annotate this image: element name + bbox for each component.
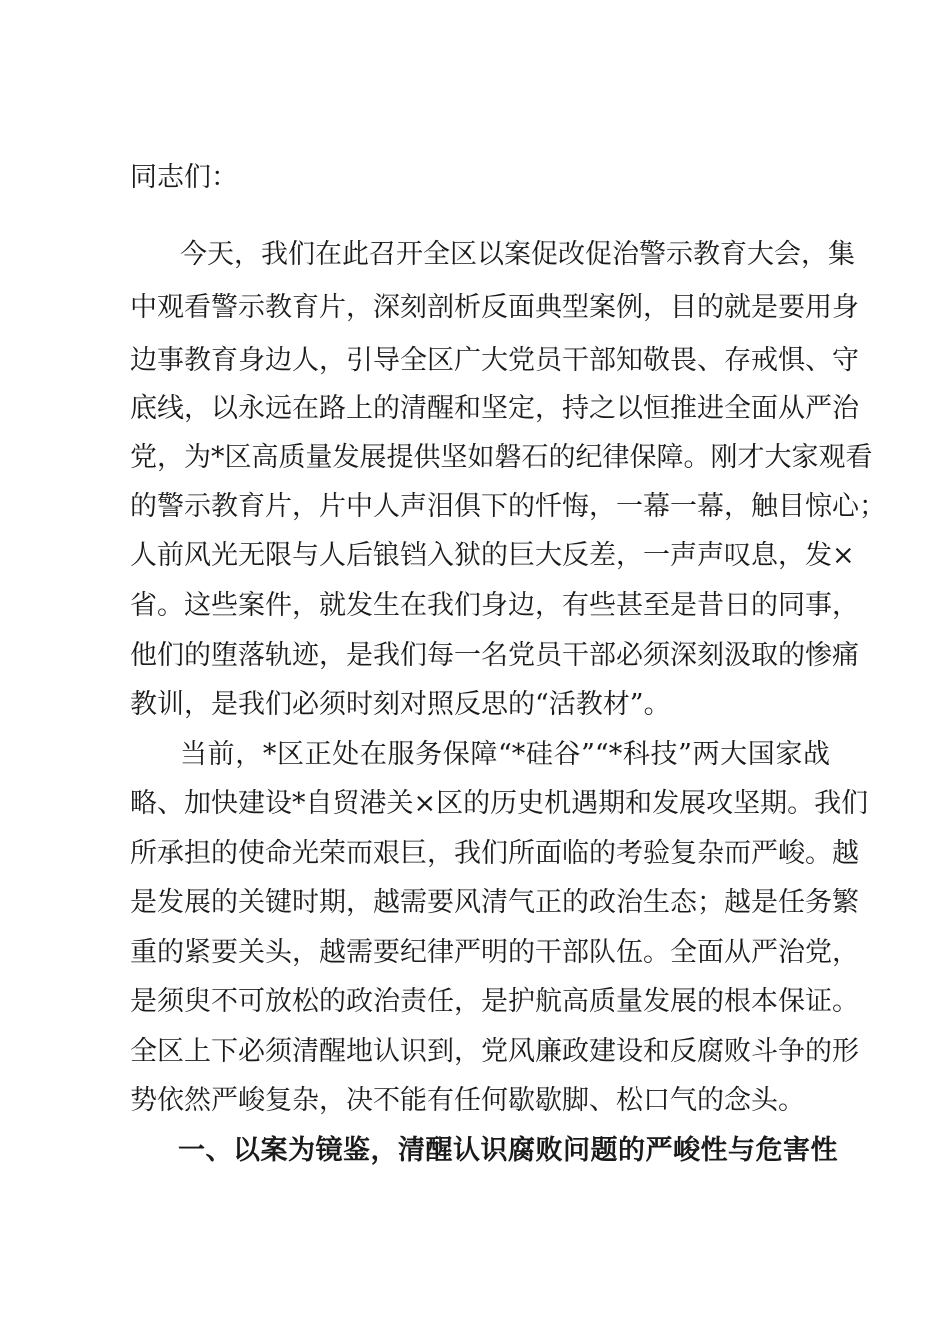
- paragraph-line: 是发展的关键时期，越需要风清气正的政治生态；越是任务繁: [130, 887, 859, 918]
- paragraph-line: 重的紧要关头，越需要纪律严明的干部队伍。全面从严治党，: [130, 937, 859, 968]
- paragraph-line: 省。这些案件，就发生在我们身边，有些甚至是昔日的同事，: [130, 590, 859, 621]
- paragraph-line: 人前风光无限与人后锒铛入狱的巨大反差，一声声叹息，发×: [130, 540, 855, 571]
- paragraph-line: 边事教育身边人，引导全区广大党员干部知敬畏、存戒惧、守: [130, 345, 859, 376]
- paragraph-line: 势依然严峻复杂，决不能有任何歇歇脚、松口气的念头。: [130, 1085, 805, 1116]
- paragraph-line: 全区上下必须清醒地认识到，党风廉政建设和反腐败斗争的形: [130, 1036, 859, 1067]
- paragraph-line: 是须臾不可放松的政治责任，是护航高质量发展的根本保证。: [130, 986, 859, 1017]
- paragraph-line: 当前，*区正处在服务保障“*硅谷”“*科技”两大国家战: [180, 739, 830, 770]
- paragraph-line: 教训，是我们必须时刻对照反思的“活教材”。: [130, 689, 671, 720]
- paragraph-line: 底线，以永远在路上的清醒和坚定，持之以恒推进全面从严治: [130, 393, 859, 424]
- paragraph-line: 略、加快建设*自贸港关×区的历史机遇期和发展攻坚期。我们: [130, 788, 869, 819]
- salutation: 同志们：: [130, 162, 238, 193]
- paragraph-line: 中观看警示教育片，深刻剖析反面典型案例，目的就是要用身: [130, 292, 859, 323]
- paragraph-line: 他们的堕落轨迹，是我们每一名党员干部必须深刻汲取的惨痛: [130, 640, 859, 671]
- paragraph-line: 党，为*区高质量发展提供坚如磐石的纪律保障。刚才大家观看: [130, 442, 873, 473]
- paragraph-line: 的警示教育片，片中人声泪俱下的忏悔，一幕一幕，触目惊心；: [130, 491, 886, 522]
- paragraph-line: 所承担的使命光荣而艰巨，我们所面临的考验复杂而严峻。越: [130, 838, 859, 869]
- section-heading: 一、以案为镜鉴，清醒认识腐败问题的严峻性与危害性: [178, 1135, 838, 1166]
- paragraph-line: 今天，我们在此召开全区以案促改促治警示教育大会，集: [180, 239, 855, 270]
